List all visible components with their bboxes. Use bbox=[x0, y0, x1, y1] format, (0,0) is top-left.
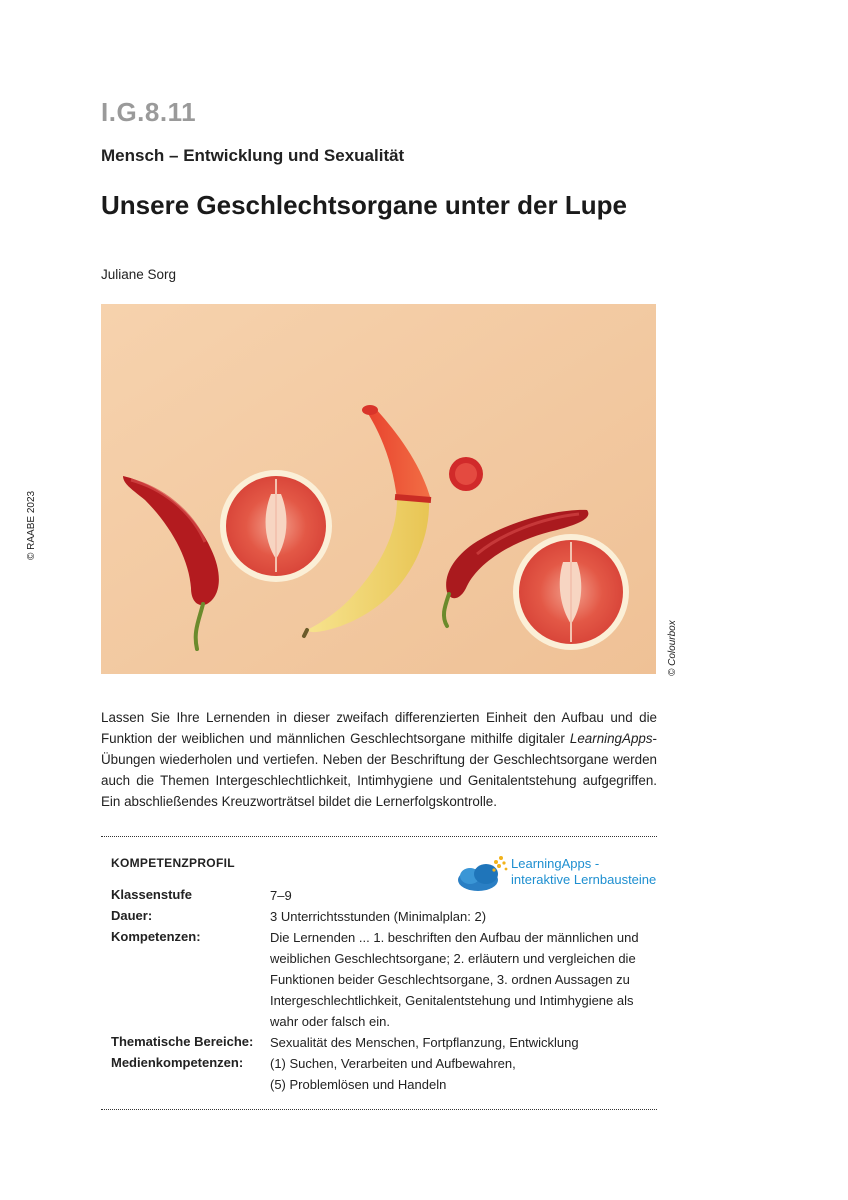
label-dauer: Dauer: bbox=[111, 908, 153, 923]
author-name: Juliane Sorg bbox=[101, 267, 177, 282]
cover-photo bbox=[101, 304, 656, 674]
profile-heading: KOMPETENZPROFIL bbox=[111, 856, 235, 870]
copyright-note: © RAABE 2023 bbox=[26, 490, 37, 560]
logo-text-1: LearningApps - bbox=[511, 856, 600, 871]
divider-top bbox=[101, 836, 657, 837]
label-kompetenzen: Kompetenzen: bbox=[111, 929, 201, 944]
value-thematische-bereiche: Sexualität des Menschen, Fortpflanzung, Entwicklung bbox=[270, 1035, 579, 1050]
grapefruit-left bbox=[220, 470, 332, 582]
value-klassenstufe: 7–9 bbox=[270, 888, 292, 903]
logo-text-2: interaktive Lernbausteine bbox=[511, 872, 657, 887]
label-medienkompetenzen: Medienkompetenzen: bbox=[111, 1055, 244, 1070]
intro-text-italic: LearningApps bbox=[569, 731, 653, 746]
value-medienkompetenzen-1: (1) Suchen, Verarbeiten und Aufbewahren, bbox=[270, 1056, 516, 1071]
value-dauer: 3 Unterrichtsstunden (Minimalplan: 2) bbox=[270, 909, 487, 924]
condom-wrapper bbox=[449, 457, 483, 491]
label-thematische-bereiche: Thematische Bereiche: bbox=[111, 1034, 254, 1049]
subject-heading: Mensch – Entwicklung und Sexualität bbox=[101, 146, 405, 165]
value-medienkompetenzen-2: (5) Problemlösen und Handeln bbox=[270, 1077, 447, 1092]
grapefruit-right bbox=[513, 534, 629, 650]
document-code: I.G.8.11 bbox=[101, 97, 197, 127]
divider-bottom bbox=[101, 1109, 657, 1110]
intro-paragraph bbox=[101, 707, 657, 812]
page-title: Unsere Geschlechtsorgane unter der Lupe bbox=[101, 190, 627, 220]
label-klassenstufe: Klassenstufe bbox=[111, 887, 192, 902]
value-kompetenzen: Die Lernenden ... 1. beschriften den Aufbau der männlichen und weiblichen Geschlechtsorgane; 2. erläutern und vergleichen die Funktionen beider Geschlechtsorgane, 3. ordnen Aussagen zu Intergeschlechtlichkeit, Genitalentstehung und Intimhygiene als wahr oder falsch ein. bbox=[270, 930, 639, 1029]
intro-text-2: -Übungen wiederholen und vertiefen. Neben der Beschriftung der Geschlechtsorgane werden auch die Themen Intergeschlechtlichkeit, Intimhygiene und Genitalentstehung aufgegriffen. Ein abschließendes Kreuzworträtsel bildet die Lernerfolgskontrolle. bbox=[101, 731, 657, 809]
image-credit: © Colourbox bbox=[667, 620, 678, 676]
intro-text-1: Lassen Sie Ihre Lernenden in dieser zweifach differenzierten Einheit den Aufbau und die Funktion der weiblichen und männlichen Geschlechtsorgane mithilfe digitaler bbox=[101, 710, 657, 746]
